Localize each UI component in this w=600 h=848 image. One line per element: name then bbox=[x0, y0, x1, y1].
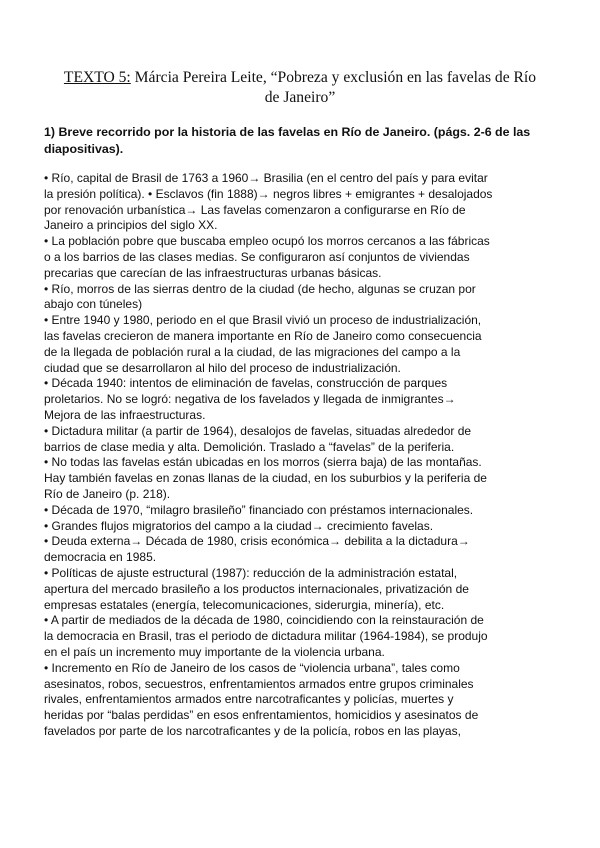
bullet-item: • Entre 1940 y 1980, periodo en el que Brasil vivió un proceso de industrialización, las favelas crecieron de manera importante en Río de Janeiro como consecuencia de la llegada de población rural a la ciudad, de las migraciones del campo a la ciudad que se desarrollaron al hilo del proceso de industrialización. bbox=[44, 313, 482, 375]
bullet-item: • Década 1940: intentos de eliminación de favelas, construcción de parques proletarios. No se logró: negativa de los favelados y llegada de inmigrantes→ Mejora de las infraestructuras. bbox=[44, 376, 456, 422]
bullet-item: • Incremento en Río de Janeiro de los casos de “violencia urbana”, tales como asesinatos, robos, secuestros, enfrentamientos armados entre grupos criminales rivales, enfrentamientos armados entre narcotraficantes y policías, muertes y heridas por “balas perdidas” en esos enfrentamientos, homicidios y asesinatos de favelados por parte de los narcotraficantes y de la policía, robos en las playas, bbox=[44, 660, 479, 738]
section-heading: 1) Breve recorrido por la historia de las favelas en Río de Janeiro. (págs. 2-6 de las diapositivas). bbox=[44, 125, 531, 156]
bullet-item: • La población pobre que buscaba empleo ocupó los morros cercanos a las fábricas o a los barrios de las clases medias. Se configuraron así conjuntos de viviendas precarias que carecían de las infraestructuras urbanas básicas. bbox=[44, 234, 490, 280]
bullet-item: • Río, capital de Brasil de 1763 a 1960→ Brasilia (en el centro del país y para evitar la presión política). • Esclavos (fin 1888)→ negros libres + emigrantes + desalojados por renovación urbanística→ Las favelas comenzaron a configurarse en Río de Janeiro a principios del siglo XX. bbox=[44, 171, 493, 233]
bullet-item: • Deuda externa→ Década de 1980, crisis económica→ debilita a la dictadura→ democracia en 1985. bbox=[44, 534, 470, 565]
bullet-item: • Grandes flujos migratorios del campo a la ciudad→ crecimiento favelas. bbox=[44, 518, 434, 533]
bullet-item: • A partir de mediados de la década de 1980, coincidiendo con la reinstauración de la democracia en Brasil, tras el periodo de dictadura militar (1964-1984), se produjo en el país un incremento muy importante de la violencia urbana. bbox=[44, 613, 488, 659]
bullet-item: • Década de 1970, “milagro brasileño” financiado con préstamos internacionales. bbox=[44, 502, 474, 517]
bullet-item: • No todas las favelas están ubicadas en los morros (sierra baja) de las montañas. Hay también favelas en zonas llanas de la ciudad, en los suburbios y la periferia de Río de Janeiro (p. 218). bbox=[44, 455, 487, 501]
title-tag: TEXTO 5: bbox=[63, 69, 131, 86]
bullet-item: • Políticas de ajuste estructural (1987): reducción de la administración estatal, apertura del mercado brasileño a los productos internacionales, privatización de empresas estatales (energía, telecomunicaciones, siderurgia, minería), etc. bbox=[44, 565, 469, 612]
title-text: Márcia Pereira Leite, “Pobreza y exclusión en las favelas de Río de Janeiro” bbox=[130, 69, 537, 106]
document-title bbox=[60, 68, 540, 108]
bullet-item: • Río, morros de las sierras dentro de la ciudad (de hecho, algunas se cruzan por abajo con túneles) bbox=[44, 281, 476, 312]
bullet-item: • Dictadura militar (a partir de 1964), desalojos de favelas, situadas alrededor de barrios de clase media y alta. Demolición. Traslado a “favelas” de la periferia. bbox=[44, 423, 472, 454]
bullet-list bbox=[44, 171, 574, 740]
